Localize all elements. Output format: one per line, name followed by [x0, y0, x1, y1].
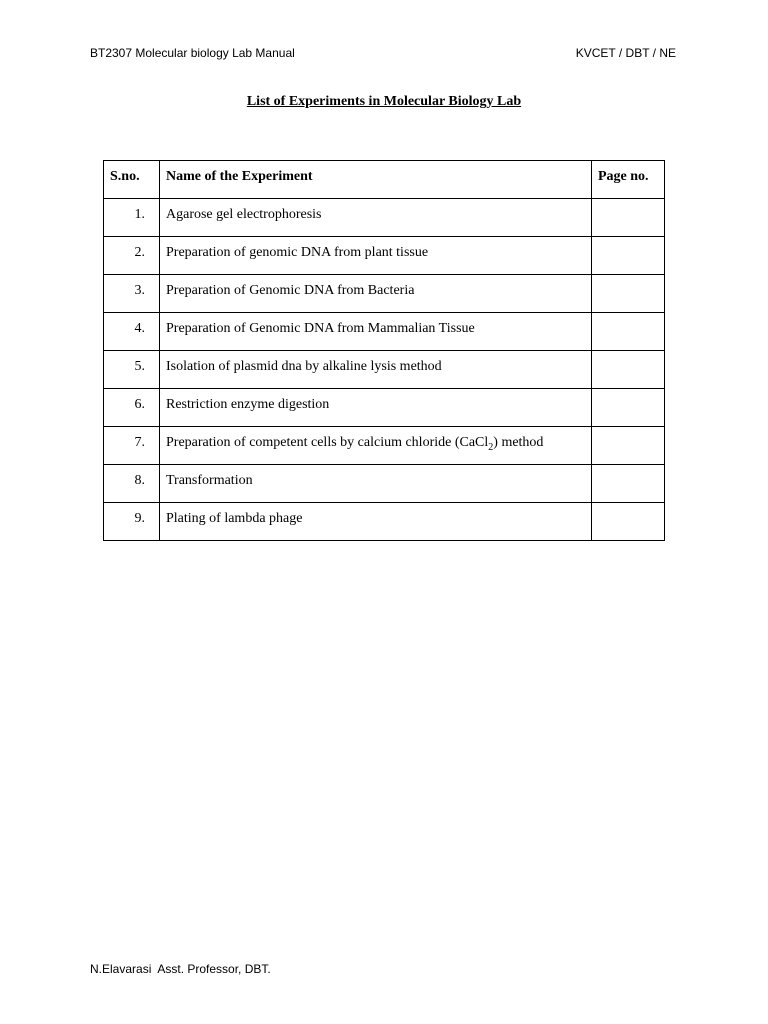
table-header-row	[104, 161, 665, 199]
document-title	[0, 94, 768, 110]
table-row	[104, 465, 665, 503]
experiments-table	[103, 160, 665, 541]
table-row	[104, 313, 665, 351]
table-row	[104, 503, 665, 541]
row-page-no	[592, 427, 665, 465]
table-row	[104, 199, 665, 237]
row-sno: 3.	[104, 275, 160, 313]
row-sno: 1.	[104, 199, 160, 237]
table-row	[104, 237, 665, 275]
row-sno: 7.	[104, 427, 160, 465]
table-row	[104, 389, 665, 427]
column-header-page: Page no.	[592, 161, 665, 199]
table-row	[104, 427, 665, 465]
row-page-no	[592, 503, 665, 541]
row-experiment-name: Agarose gel electrophoresis	[160, 199, 592, 237]
row-experiment-name: Isolation of plasmid dna by alkaline lysis method	[160, 351, 592, 389]
row-page-no	[592, 199, 665, 237]
row-experiment-name: Preparation of genomic DNA from plant tissue	[160, 237, 592, 275]
row-experiment-name: Restriction enzyme digestion	[160, 389, 592, 427]
header-left-text: BT2307 Molecular biology Lab Manual	[90, 46, 295, 60]
document-title-text: List of Experiments in Molecular Biology Lab	[246, 94, 522, 109]
row-page-no	[592, 313, 665, 351]
row-experiment-name: Preparation of Genomic DNA from Mammalian Tissue	[160, 313, 592, 351]
experiment-name-text: Preparation of competent cells by calcium chloride (CaCl	[166, 435, 489, 450]
row-page-no	[592, 389, 665, 427]
table-row	[104, 275, 665, 313]
row-sno: 4.	[104, 313, 160, 351]
row-page-no	[592, 237, 665, 275]
table-row	[104, 351, 665, 389]
experiment-name-text-suffix: ) method	[493, 435, 544, 450]
row-page-no	[592, 351, 665, 389]
subscript-text: 2	[488, 441, 494, 453]
column-header-sno: S.no.	[104, 161, 160, 199]
column-header-name: Name of the Experiment	[160, 161, 592, 199]
row-sno: 2.	[104, 237, 160, 275]
row-sno: 9.	[104, 503, 160, 541]
row-page-no	[592, 465, 665, 503]
row-experiment-name: Plating of lambda phage	[160, 503, 592, 541]
header-right-text: KVCET / DBT / NE	[575, 46, 676, 60]
row-experiment-name: Transformation	[160, 465, 592, 503]
row-sno: 8.	[104, 465, 160, 503]
row-sno: 6.	[104, 389, 160, 427]
row-page-no	[592, 275, 665, 313]
row-experiment-name: Preparation of Genomic DNA from Bacteria	[160, 275, 592, 313]
row-experiment-name	[160, 427, 592, 465]
row-sno: 5.	[104, 351, 160, 389]
footer-text: N.Elavarasi Asst. Professor, DBT.	[90, 962, 271, 976]
